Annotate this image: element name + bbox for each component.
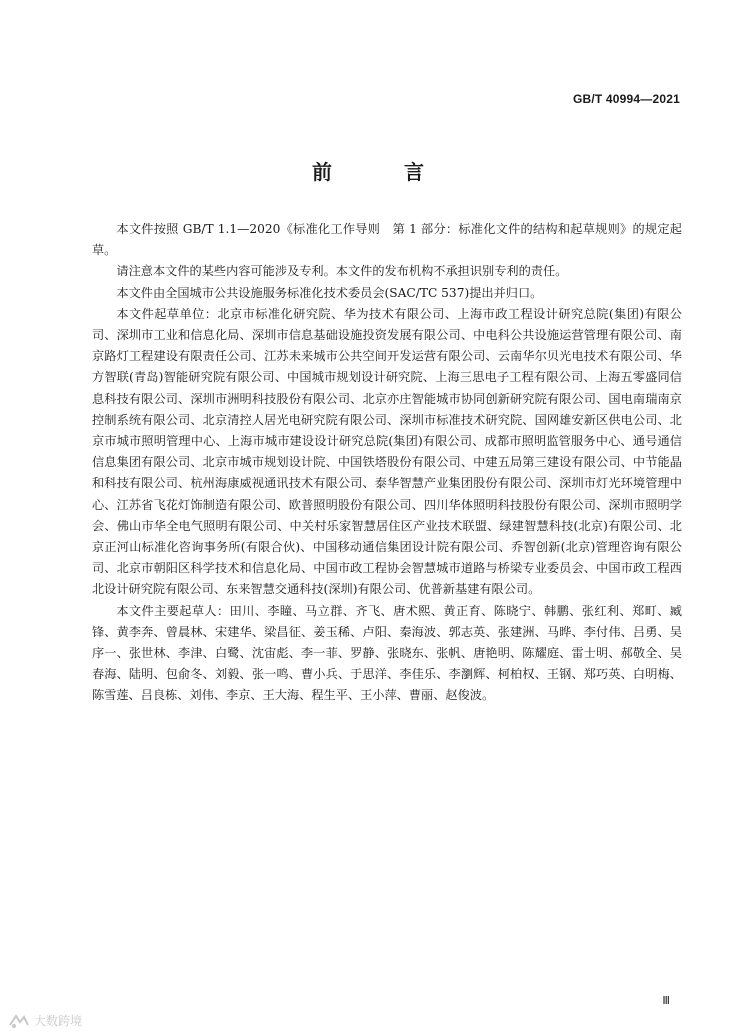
- foreword-body: [92, 219, 682, 707]
- page-number: Ⅲ: [662, 995, 670, 1007]
- page-title: 前 言: [312, 160, 450, 184]
- paragraph-patent-notice: 请注意本文件的某些内容可能涉及专利。本文件的发布机构不承担识别专利的责任。: [116, 264, 568, 279]
- watermark: [8, 1012, 82, 1029]
- paragraph-proposer: 本文件由全国城市公共设施服务标准化技术委员会(SAC/TC 537)提出并归口。: [116, 285, 543, 300]
- paragraph-drafting-rules: 本文件按照 GB/T 1.1—2020《标准化工作导则 第 1 部分：标准化文件的结构和起草规则》的规定起草。: [92, 222, 682, 258]
- paragraph-drafters: 本文件主要起草人：田川、李瞳、马立群、齐飞、唐术熙、黄正育、陈晓宁、韩鹏、张红利、郑町、臧锋、黄李奔、曾晨林、宋建华、梁昌征、姜玉稀、卢阳、秦海波、郭志英、张建洲、马晔、李付伟、吕勇、吴序一、张世林、李津、白鹭、沈宙彪、李一菲、罗静、张晓东、张帆、唐艳明、陈耀庭、雷士明、郝敬全、吴春海、陆明、包俞冬、刘毅、张一鸣、曹小兵、于思洋、李佳乐、李瀏辉、柯柏权、王钢、郑巧英、白明梅、陈雪莲、吕良栋、刘伟、李京、王大海、程生平、王小萍、曹丽、赵俊波。: [92, 603, 682, 703]
- standard-code: GB/T 40994—2021: [572, 92, 680, 106]
- paragraph-drafting-units: 本文件起草单位：北京市标准化研究院、华为技术有限公司、上海市政工程设计研究总院(集团)有限公司、深圳市工业和信息化局、深圳市信息基础设施投资发展有限公司、中电科公共设施运营管理有限公司、南京路灯工程建设有限责任公司、江苏未来城市公共空间开发运营有限公司、云南华尔贝光电技术有限公司、华方智联(青岛)智能研究院有限公司、中国城市规划设计研究院、上海三思电子工程有限公司、上海五零盛同信息科技有限公司、深圳市洲明科技股份有限公司、北京亦庄智能城市协同创新研究院有限公司、国电南瑞南京控制系统有限公司、北京清控人居光电研究院有限公司、深圳市标准技术研究院、国网雄安新区供电公司、北京市城市照明管理中心、上海市城市建设设计研究总院(集团)有限公司、成都市照明监管服务中心、通号通信信息集团有限公司、北京市城市规划设计院、中国铁塔股份有限公司、中建五局第三建设有限公司、中节能晶和科技有限公司、杭州海康威视通讯技术有限公司、泰华智慧产业集团股份有限公司、深圳市灯光环境管理中心、江苏省飞花灯饰制造有限公司、欧普照明股份有限公司、四川华体照明科技股份有限公司、深圳市照明学会、佛山市华全电气照明有限公司、中关村乐家智慧居住区产业技术联盟、绿建智慧科技(北京)有限公司、北京正河山标准化咨询事务所(有限合伙)、中国移动通信集团设计院有限公司、乔智创新(北京)管理咨询有限公司、北京市朝阳区科学技术和信息化局、中国市政工程协会智慧城市道路与桥梁专业委员会、中国市政工程西北设计研究院有限公司、东来智慧交通科技(深圳)有限公司、优普新基建有限公司。: [92, 306, 682, 597]
- logo-icon: [8, 1013, 30, 1029]
- watermark-text: 大数跨境: [34, 1014, 83, 1028]
